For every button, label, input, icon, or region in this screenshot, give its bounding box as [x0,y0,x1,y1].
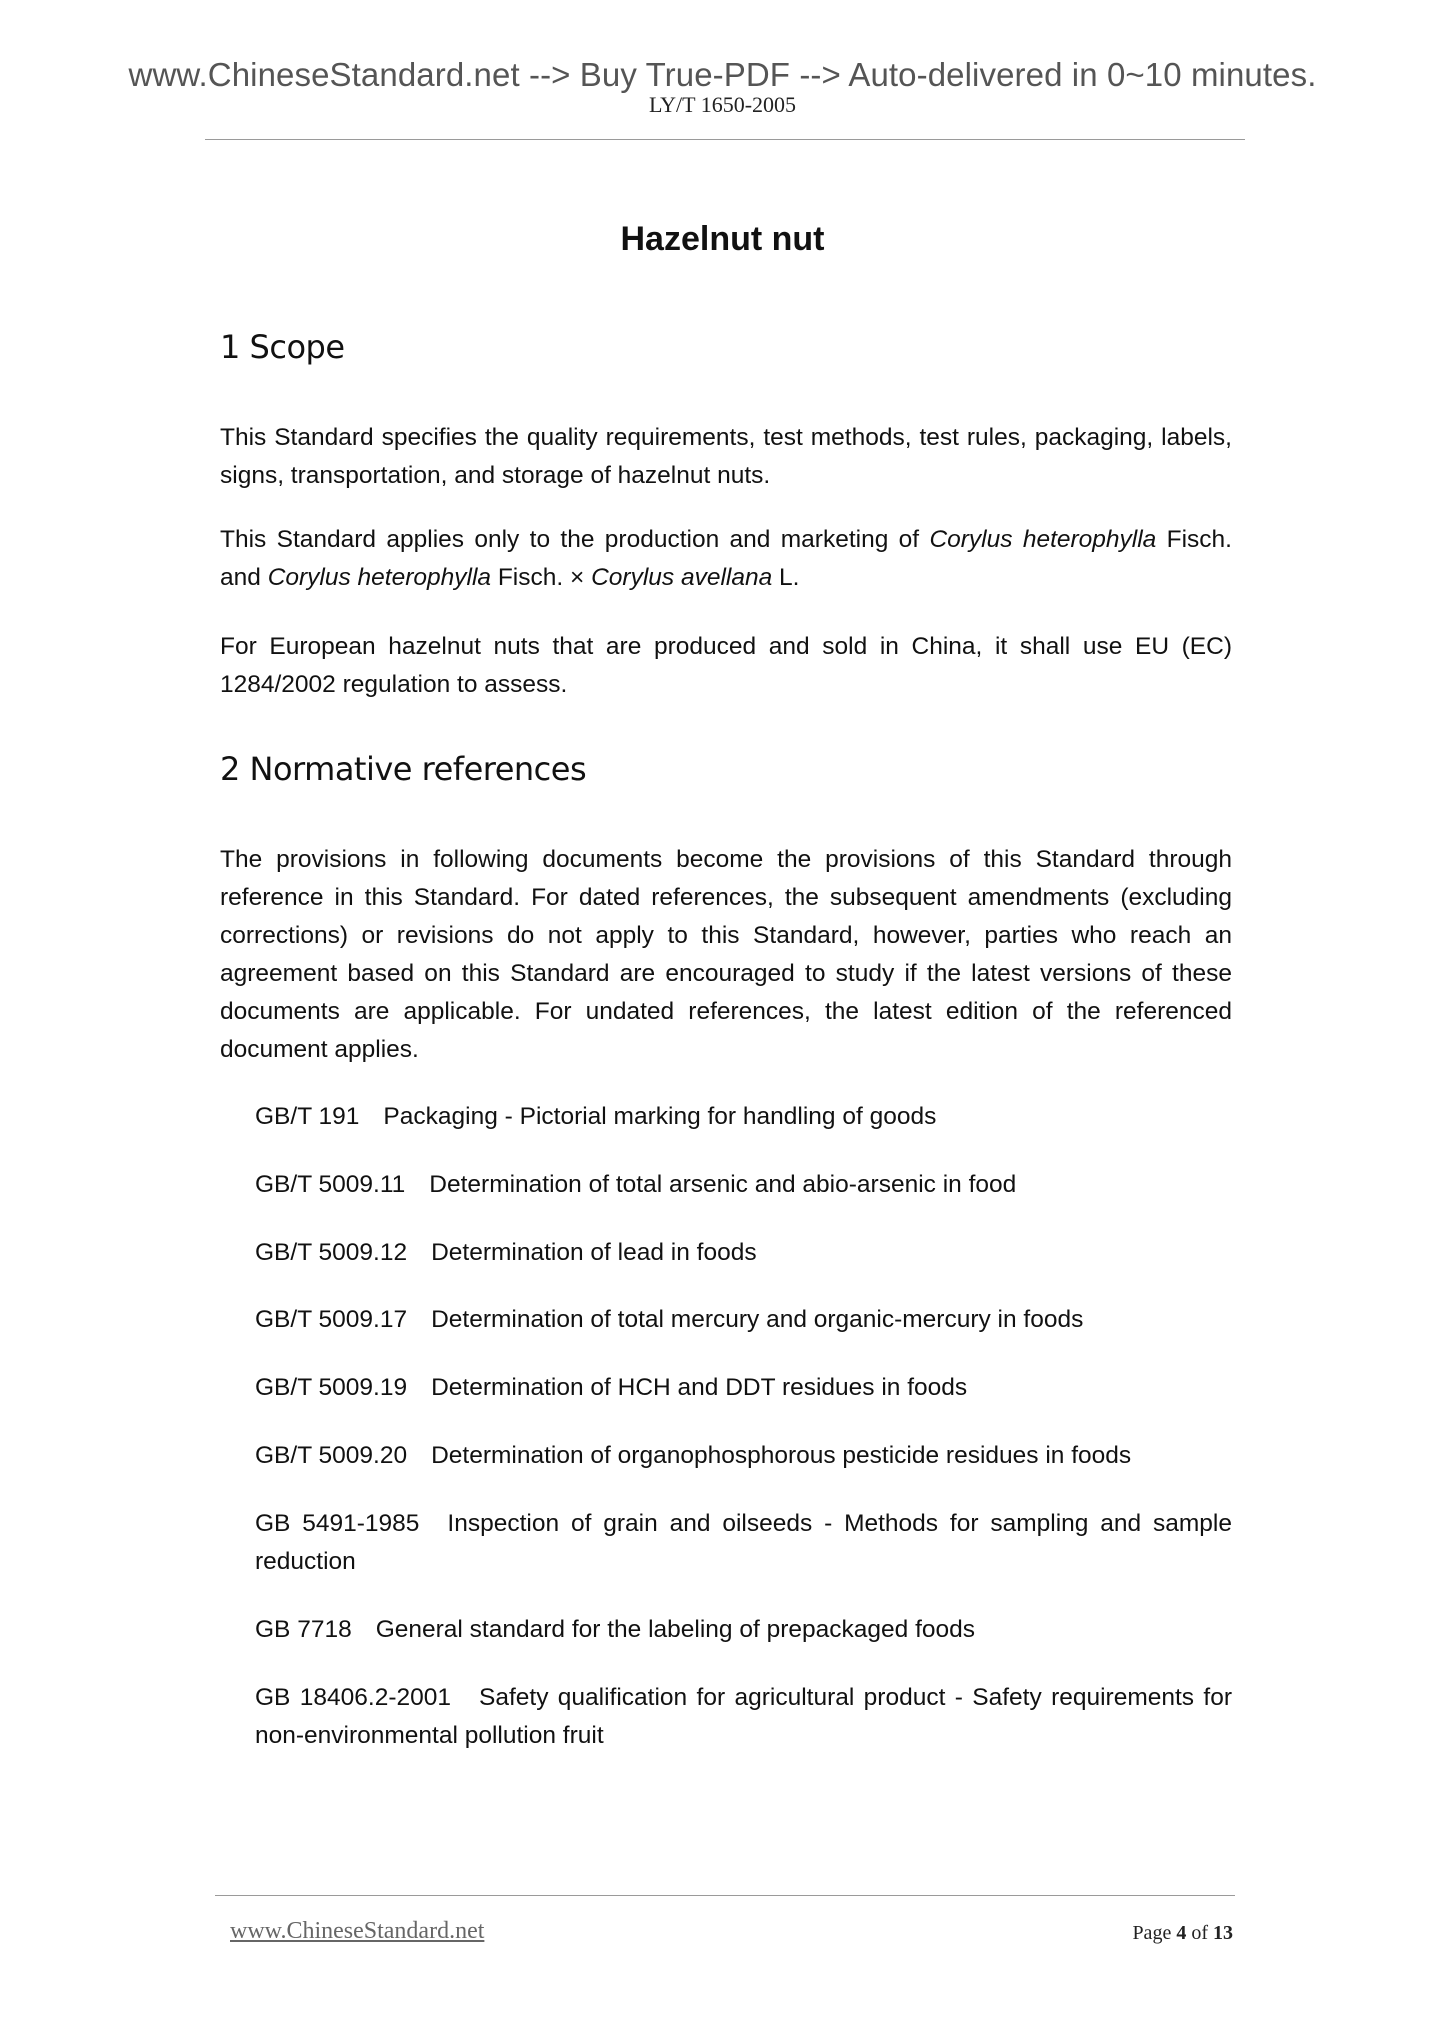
scope-p2-text-g: L. [772,564,800,591]
header-divider [205,139,1245,140]
page-current: 4 [1176,1922,1187,1944]
reference-title: Packaging - Pictorial marking for handling of goods [383,1103,937,1130]
footer-site-link[interactable]: www.ChineseStandard.net [230,1918,485,1944]
reference-code: GB/T 5009.20 [255,1442,408,1469]
reference-code: GB 5491-1985 [255,1510,420,1537]
standard-code: LY/T 1650-2005 [648,92,797,117]
reference-item [255,1098,1232,1136]
reference-item [255,1234,1232,1272]
reference-code: GB/T 5009.19 [255,1374,408,1401]
site-banner[interactable]: www.ChineseStandard.net --> Buy True-PDF --> Auto-delivered in 0~10 minutes. [128,56,1317,93]
scope-paragraph-2 [220,521,1232,597]
reference-item [255,1611,1232,1649]
reference-item [255,1166,1232,1204]
reference-item [255,1505,1232,1581]
page-prefix: Page [1132,1922,1177,1944]
reference-title: General standard for the labeling of prepackaged foods [375,1616,976,1643]
footer-divider [215,1895,1235,1896]
reference-title: Determination of HCH and DDT residues in foods [431,1374,968,1401]
scope-paragraph-1: This Standard specifies the quality requirements, test methods, test rules, packaging, labels, signs, transportation, and storage of hazelnut nuts. [220,424,1232,489]
reference-code: GB 7718 [255,1616,352,1643]
scope-paragraph-3: For European hazelnut nuts that are produced and sold in China, it shall use EU (EC) 1284/2002 regulation to assess. [220,633,1232,698]
reference-item [255,1679,1232,1755]
reference-title: Determination of total arsenic and abio-arsenic in food [429,1171,1017,1198]
species-name: Corylus heterophylla [929,526,1157,553]
reference-item [255,1437,1232,1475]
reference-code: GB/T 5009.12 [255,1239,408,1266]
reference-title: Determination of organophosphorous pesticide residues in foods [431,1442,1132,1469]
reference-item [255,1369,1232,1407]
reference-code: GB 18406.2-2001 [255,1684,451,1711]
document-title: Hazelnut nut [620,220,825,258]
page-total: 13 [1213,1922,1233,1944]
scope-p2-text-c: Fisch. and [220,526,1232,591]
reference-title: Determination of lead in foods [431,1239,757,1266]
reference-code: GB/T 191 [255,1103,360,1130]
species-name: Corylus avellana [591,564,773,591]
reference-item [255,1301,1232,1339]
scope-p2-text-e: Fisch. × [491,564,592,591]
species-name: Corylus heterophylla [267,564,492,591]
reference-title: Inspection of grain and oilseeds - Methods for sampling and sample reduction [255,1510,1232,1575]
section-heading-normative-references: 2 Normative references [220,750,587,788]
scope-p2-text-a: This Standard applies only to the production and marketing of [220,526,930,553]
reference-code: GB/T 5009.17 [255,1306,408,1333]
reference-code: GB/T 5009.11 [255,1171,406,1198]
reference-title: Safety qualification for agricultural product - Safety requirements for non-environmental pollution fruit [255,1684,1232,1749]
normative-intro-paragraph: The provisions in following documents become the provisions of this Standard through reference in this Standard. For dated references, the subsequent amendments (excluding corrections) or revisions do not apply to this Standard, however, parties who reach an agreement based on this Standard are encouraged to study if the latest versions of these documents are applicable. For undated references, the latest edition of the referenced document applies. [220,846,1232,1063]
page-indicator [1132,1922,1233,1945]
page-of: of [1186,1922,1213,1944]
section-heading-scope: 1 Scope [220,328,345,366]
reference-title: Determination of total mercury and organic-mercury in foods [431,1306,1084,1333]
